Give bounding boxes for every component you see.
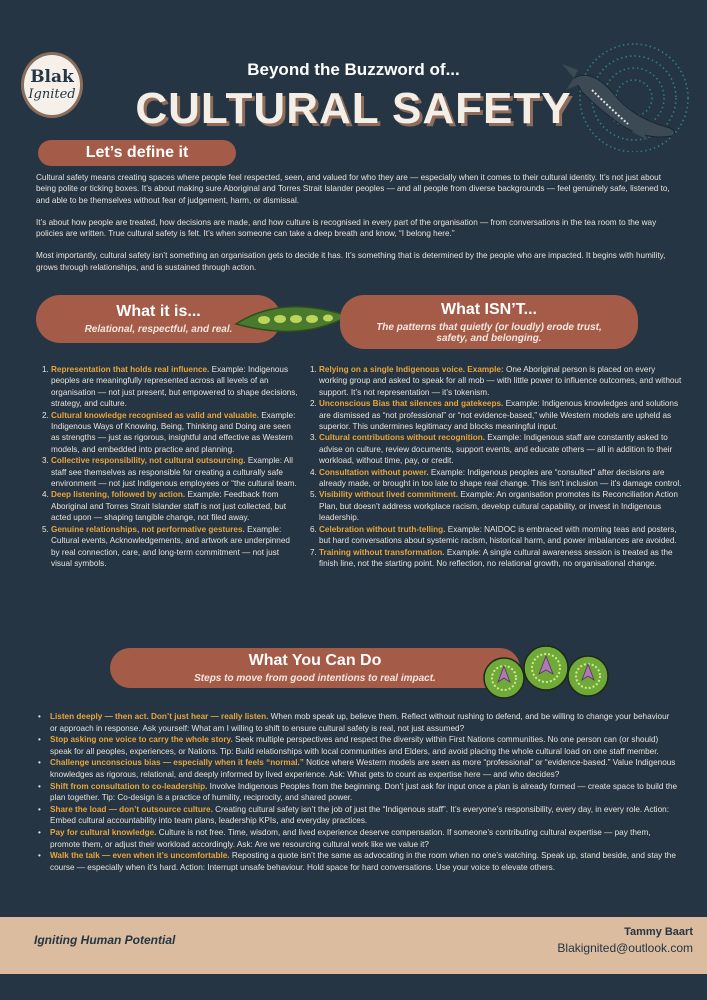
list-item bbox=[310, 364, 682, 398]
definition-paragraph: It’s about how people are treated, how decisions are made, and how culture is recognised in every part of the organisation — from conversations in the tea room to the way policies are written. True cultural safety is felt. It’s when someone can take a deep breath and know, “I belong here.” bbox=[36, 217, 657, 239]
item-number: 3. bbox=[42, 456, 49, 466]
list-item bbox=[310, 489, 682, 523]
list-item bbox=[42, 364, 298, 410]
footer-tagline: Igniting Human Potential bbox=[34, 933, 176, 947]
item-highlight: Unconscious Bias that silences and gatekeeps. bbox=[319, 399, 504, 409]
item-highlight: Cultural contributions without recognition. bbox=[319, 433, 486, 443]
author-email: Blakignited@outlook.com bbox=[557, 941, 693, 955]
list-item bbox=[310, 467, 682, 490]
item-highlight: Stop asking one voice to carry the whole story. bbox=[50, 735, 233, 745]
item-highlight: Challenge unconscious bias — especially when it feels “normal.” bbox=[50, 758, 304, 768]
what-it-is-list bbox=[42, 364, 298, 569]
item-number: 6. bbox=[310, 524, 317, 534]
list-item bbox=[38, 804, 678, 827]
item-text: Culture is not free. Time, wisdom, and lived experience deserve compensation. If someone’s contributing cultural expertise — pay them, promote them, or adjust their workload accordingly. Ask: Are we resourcing cultural work like we value it? bbox=[50, 827, 651, 849]
what-isnt-banner bbox=[340, 295, 638, 349]
list-item bbox=[42, 410, 298, 456]
list-item bbox=[310, 524, 682, 547]
bullet-icon: • bbox=[38, 758, 41, 768]
bullet-icon: • bbox=[38, 712, 41, 721]
item-number: 3. bbox=[310, 433, 317, 443]
action-list bbox=[38, 711, 678, 873]
item-number: 7. bbox=[310, 547, 317, 557]
item-number: 1. bbox=[42, 365, 49, 374]
item-text: Involve Indigenous Peoples from the beginning. Don’t just ask for input once a plan is already formed — create space to build the plan together. Tip: Co-design is a practice of humility, reciprocity, and shared power. bbox=[50, 781, 678, 803]
page-subtitle: Beyond the Buzzword of... bbox=[247, 60, 460, 79]
bullet-icon: • bbox=[38, 781, 41, 791]
page-title: CULTURAL SAFETY bbox=[135, 84, 572, 133]
list-item bbox=[38, 757, 678, 780]
definition-paragraph: Cultural safety means creating spaces where people feel respected, seen, and valued for who they are — especially when it comes to their cultural identity. It’s not just about being polite or ticking boxes. It’s about making sure Aboriginal and Torres Strait Islander peoples — and all people from diverse backgrounds — feel genuinely safe, listened to, and able to be themselves without fear of judgement, harm, or dismissal. bbox=[36, 173, 670, 205]
author-name: Tammy Baart bbox=[624, 926, 693, 938]
bullet-icon: • bbox=[38, 827, 41, 837]
item-text: Seek multiple perspectives and respect the diversity within First Nations communities. No one person can (or should) speak for all peoples, experiences, or Nations. Tip: Build relationships with local communities and Elders, and avoid placing the whole cultural load on one staff member. bbox=[50, 735, 659, 756]
item-number: 2. bbox=[42, 410, 49, 420]
item-text: Example: An organisation promotes its Reconciliation Action Plan, but doesn’t address workplace racism, develop cultural capability, or invest in Indigenous leadership. bbox=[319, 490, 678, 523]
whale-dotart-icon bbox=[552, 40, 702, 152]
item-text: Example: A single cultural awareness session is treated as the finish line, not the starting point. No reflection, no relational growth, no organisational change. bbox=[319, 547, 673, 568]
what-it-is-subheading: Relational, respectful, and real. bbox=[84, 324, 233, 335]
item-text: Reposting a quote isn’t the same as advocating in the room when no one’s watching. Speak up, stand beside, and stay the course — especially when it’s hard. Action: Interrupt unsafe behaviour. Hold space for hard conversations. Use your voice to elevate others. bbox=[50, 851, 676, 872]
item-highlight: Walk the talk — even when it’s uncomfortable. bbox=[50, 851, 230, 861]
define-banner bbox=[38, 140, 236, 166]
what-it-is-heading: What it is... bbox=[116, 303, 201, 320]
item-text: Example: Feedback from Aboriginal and Torres Strait Islander staff is not just collected, but acted upon — shaping tangible change, not filed away. bbox=[51, 490, 286, 523]
item-highlight: Consultation without power. bbox=[319, 467, 429, 477]
item-highlight: Share the load — don’t outsource culture. bbox=[50, 804, 213, 814]
item-text: When mob speak up, believe them. Reflect without rushing to defend, and be willing to change your behaviour or approach in response. Ask yourself: What am I willing to shift to ensure cultural safety is real, not just assumed? bbox=[50, 712, 670, 733]
item-text: Example: Indigenous peoples are meaningfully represented across all levels of an organisation — not just present, but empowered to shape decisions, strategy, and culture. bbox=[51, 365, 298, 409]
definition-text bbox=[36, 172, 672, 284]
item-highlight: Representation that holds real influence. bbox=[51, 365, 210, 374]
item-number: 5. bbox=[42, 524, 49, 534]
item-number: 5. bbox=[310, 490, 317, 500]
logo-line2: Ignited bbox=[28, 87, 76, 102]
item-highlight: Deep listening, followed by action. bbox=[51, 490, 186, 500]
item-highlight: Collective responsibility, not cultural outsourcing. bbox=[51, 456, 246, 466]
item-text: Example: Indigenous staff are constantly asked to advise on culture, review documents, support events, and educate others — all in addition to their workload, without time, pay, or credit. bbox=[319, 433, 673, 466]
what-you-can-do-subheading: Steps to move from good intentions to real impact. bbox=[194, 673, 436, 684]
item-text: Notice where Western models are seen as more “professional” or “evidence-based.” Value Indigenous knowledges as rigorous, relational, and deeply informed by lived experience. Ask: What gets to count as expertise here — and who decides? bbox=[50, 758, 676, 779]
what-isnt-list bbox=[310, 364, 682, 569]
what-isnt-subheading: The patterns that quietly (or loudly) erode trust, safety, and belonging. bbox=[376, 321, 602, 344]
what-you-can-do-banner bbox=[110, 648, 520, 688]
item-highlight: Cultural knowledge recognised as valid and valuable. bbox=[51, 410, 259, 420]
item-text: One Aboriginal person is placed on every working group and asked to speak for all mob — with little power to influence outcomes, and without support. It’s not representation — it’s tokenism. bbox=[319, 365, 682, 397]
list-item bbox=[38, 734, 678, 757]
item-highlight: Genuine relationships, not performative gestures. bbox=[51, 524, 245, 534]
footer bbox=[0, 917, 707, 974]
lilypad-icon bbox=[482, 628, 610, 708]
list-item bbox=[42, 524, 298, 570]
item-highlight: Visibility without lived commitment. bbox=[319, 490, 459, 500]
define-heading: Let’s define it bbox=[85, 144, 189, 161]
item-highlight: Training without transformation. bbox=[319, 547, 445, 557]
item-text: Example: Cultural events, Acknowledgements, and artwork are underpinned by real connection, care, and long-term commitment — not just visual symbols. bbox=[51, 524, 290, 568]
item-text: Example: Indigenous peoples are “consulted” after decisions are already made, or brought in too late to shape real change. This isn’t inclusion — it’s damage control. bbox=[319, 467, 682, 489]
item-text: Creating cultural safety isn’t the job of just the “Indigenous staff”. It’s everyone’s responsibility, every day, in every role. Action: Embed cultural accountability into team plans, leadership KPIs, and everyday practices. bbox=[50, 804, 670, 826]
item-highlight: Shift from consultation to co-leadership. bbox=[50, 781, 208, 791]
item-number: 1. bbox=[310, 365, 317, 374]
list-item bbox=[310, 398, 682, 432]
bullet-icon: • bbox=[38, 851, 41, 861]
item-number: 4. bbox=[310, 467, 317, 477]
list-item bbox=[38, 781, 678, 804]
item-number: 4. bbox=[42, 490, 49, 500]
definition-paragraph: Most importantly, cultural safety isn’t something an organisation gets to decide it has. It’s something that is determined by the people who are impacted. It begins with humility, grows through relationships, and is sustained through action. bbox=[36, 251, 666, 272]
item-text: Example: Indigenous Ways of Knowing, Being, Thinking and Doing are seen as strengths — just as rigorous, insightful and effective as Western models, and embedded into practice and planning. bbox=[51, 410, 296, 454]
list-item bbox=[310, 547, 682, 570]
list-item bbox=[38, 711, 678, 734]
logo-line1: Blak bbox=[30, 67, 74, 87]
list-item bbox=[42, 489, 298, 523]
item-highlight: Celebration without truth-telling. bbox=[319, 524, 446, 534]
bullet-icon: • bbox=[38, 735, 41, 745]
list-item bbox=[38, 827, 678, 850]
what-you-can-do-heading: What You Can Do bbox=[248, 652, 382, 669]
item-highlight: Relying on a single Indigenous voice. Example: bbox=[319, 365, 504, 374]
item-text: Example: All staff see themselves as responsible for creating a culturally safe environment — not just Indigenous employees or “the cultural team. bbox=[51, 456, 297, 489]
item-highlight: Pay for cultural knowledge. bbox=[50, 827, 157, 837]
what-isnt-heading: What ISN’T... bbox=[441, 300, 537, 318]
item-text: Example: NAIDOC is embraced with morning teas and posters, but hard conversations about systemic racism, historical harm, and power imbalances are avoided. bbox=[319, 524, 677, 546]
list-item bbox=[42, 455, 298, 489]
list-item bbox=[38, 850, 678, 873]
seed-pod-icon bbox=[232, 298, 352, 340]
item-text: Example: Indigenous knowledges and solutions are dismissed as “not professional” or “not evidence-based,” while Western models are upheld as superior. This undermines legitimacy and blocks meaningful input. bbox=[319, 399, 679, 432]
item-highlight: Listen deeply — then act. Don’t just hear — really listen. bbox=[50, 712, 269, 721]
item-number: 2. bbox=[310, 399, 317, 409]
bullet-icon: • bbox=[38, 804, 41, 814]
list-item bbox=[310, 432, 682, 466]
